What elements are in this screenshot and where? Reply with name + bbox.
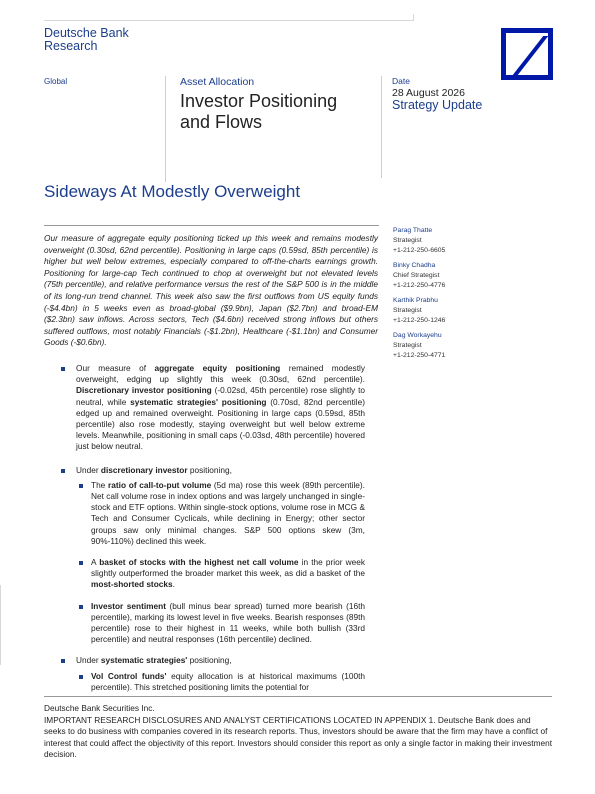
footer-company: Deutsche Bank Securities Inc. [44, 703, 155, 713]
sub-list-item [58, 480, 365, 547]
report-title-line: and Flows [180, 112, 263, 132]
analyst-card [393, 331, 543, 361]
bullet-emphasis: Discretionary investor positioning [76, 385, 212, 396]
bullet-emphasis: basket of stocks with the highest net call volume [99, 557, 299, 568]
analyst-name[interactable]: Parag Thatte [393, 227, 433, 234]
column-divider [381, 76, 382, 178]
deutsche-bank-logo-icon [501, 28, 553, 80]
sub-list-item [58, 557, 365, 591]
analyst-phone: +1-212-250-6605 [393, 247, 446, 254]
bullet-emphasis: aggregate equity positioning [154, 363, 281, 373]
analyst-name[interactable]: Binky Chadha [393, 262, 436, 269]
analyst-role: Strategist [393, 237, 422, 244]
analyst-card [393, 226, 543, 256]
bullet-square-icon [79, 561, 83, 565]
bullet-text: in the prior week slightly outperformed the broader market this week, as did a basket of the [91, 557, 366, 579]
top-rule [44, 20, 414, 21]
key-points [58, 363, 365, 703]
analyst-list [393, 226, 543, 366]
brand [44, 27, 129, 53]
list-item [58, 465, 365, 476]
analyst-card [393, 261, 543, 291]
analyst-phone: +1-212-250-1246 [393, 317, 446, 324]
bullet-emphasis: systematic strategies' positioning [130, 396, 267, 407]
bullet-emphasis: Investor sentiment [91, 600, 166, 611]
sub-list-item [58, 601, 365, 646]
bullet-text: Our measure of [76, 363, 155, 373]
report-type: Strategy Update [392, 98, 483, 112]
list-item [58, 655, 365, 666]
bullet-square-icon [61, 659, 65, 663]
bullet-text: (bull minus bear spread) turned more bearish (16th percentile), marking its lowest level in five weeks. Bearish responses (89th percentile) rose to their highest in 11 weeks, while both bullish (33rd percentile) and neutral responses (16th percentile) declined. [91, 600, 365, 645]
headline: Sideways At Modestly Overweight [44, 182, 301, 201]
margin-mark [0, 585, 1, 665]
column-divider [165, 76, 166, 182]
report-title [180, 91, 376, 133]
brand-name: Deutsche Bank [44, 26, 129, 40]
bullet-text: Under [76, 655, 101, 666]
bullet-text: . [172, 579, 175, 590]
bullet-text: The [91, 479, 109, 490]
bullet-square-icon [79, 675, 83, 679]
report-title-line: Investor Positioning [180, 91, 338, 111]
footer-rule [44, 696, 552, 697]
bullet-emphasis: most-shorted stocks [91, 579, 173, 590]
bullet-text: remained modestly overweight, edging up slightly this week (0.30sd, 62nd percentile). [76, 363, 366, 385]
bullet-emphasis: ratio of call-to-put volume [108, 479, 212, 490]
bullet-emphasis: Vol Control funds' [91, 670, 167, 681]
analyst-phone: +1-212-250-4771 [393, 352, 446, 359]
bullet-text: A [91, 557, 100, 568]
bullet-text: (-0.02sd, 45th percentile) rose slightly to neutral, while [76, 385, 365, 407]
analyst-role: Strategist [393, 307, 422, 314]
date-label: Date [392, 76, 410, 86]
analyst-name[interactable]: Karthik Prabhu [393, 297, 438, 304]
bullet-text: positioning, [187, 655, 232, 666]
region-label: Global [44, 77, 68, 86]
section-label: Asset Allocation [180, 76, 255, 88]
bullet-square-icon [61, 469, 65, 473]
bullet-text: positioning, [187, 464, 232, 475]
bullet-emphasis: discretionary investor [100, 464, 188, 475]
headline-rule [44, 225, 379, 226]
analyst-role: Strategist [393, 342, 422, 349]
list-item [58, 363, 365, 453]
bullet-text: (0.70sd, 82nd percentile) edged up and remained overweight. Positioning in large caps (0.59sd, 85th percentile) also rose modestly, staying overweight but well below extreme levels. Meanwhile, positioning in small caps (-0.03sd, 48th percentile) hovered just below neutral. [76, 396, 365, 452]
logo-slash [513, 36, 548, 75]
analyst-card [393, 296, 543, 326]
bullet-square-icon [79, 484, 83, 488]
bullet-square-icon [61, 367, 65, 371]
analyst-phone: +1-212-250-4776 [393, 282, 446, 289]
analyst-role: Chief Strategist [393, 272, 440, 279]
bullet-emphasis: systematic strategies' [100, 655, 188, 666]
sub-list-item [58, 671, 365, 693]
bullet-text: equity allocation is at historical maximums (100th percentile). This stretched positioning limits the potential for [91, 670, 366, 692]
analyst-name[interactable]: Dag Workayehu [393, 332, 442, 339]
footer-disclosure: IMPORTANT RESEARCH DISCLOSURES AND ANALYST CERTIFICATIONS LOCATED IN APPENDIX 1. Deutsche Bank does and seeks to do business with companies covered in its research reports. Thus, investors should be aware that the firm may have a conflict of interest that could affect the objectivity of this report. Investors should consider this report as only a single factor in making their investment decision. [44, 715, 553, 760]
abstract: Our measure of aggregate equity positioning ticked up this week and remains modestly overweight (0.30sd, 62nd percentile). Positioning in large caps (0.59sd, 85th percentile) is higher but well below extremes, especially compared to off-the-charts earnings growth. Positioning for large-cap Tech continued to chop at overweight but not elevated levels (75th percentile), and relative performance versus the rest of the S&P 500 is in the middle of its long-run trend channel. This week also saw the first outflows from US equity funds (-$4.4bn) in 5 weeks even as broad-global ($9.9bn), Japan ($2.7bn) and broad-EM ($2.3bn) saw inflows. Across sectors, Tech ($4.6bn) received strong inflows but others suffered outflows, most notably Financials (-$1.2bn), Healthcare (-$1.1bn) and Consumer Goods (-$0.6bn). [44, 233, 378, 348]
bullet-text: Under [76, 464, 101, 475]
brand-division: Research [44, 39, 98, 53]
date-value: 28 August 2026 [392, 87, 465, 99]
bullet-text: (5d ma) rose this week (89th percentile). Net call volume rose in index options and was largely unchanged in single-stock and ETF options. Within single-stock options, volume rose in MCG & Tech and Consumer Cyclicals, while declining in Energy; other sector groups saw only minimal changes. S&P 500 options skew (3m, 90%-110%) declined this week. [91, 479, 365, 546]
top-rule-tick [413, 14, 414, 21]
bullet-square-icon [79, 605, 83, 609]
